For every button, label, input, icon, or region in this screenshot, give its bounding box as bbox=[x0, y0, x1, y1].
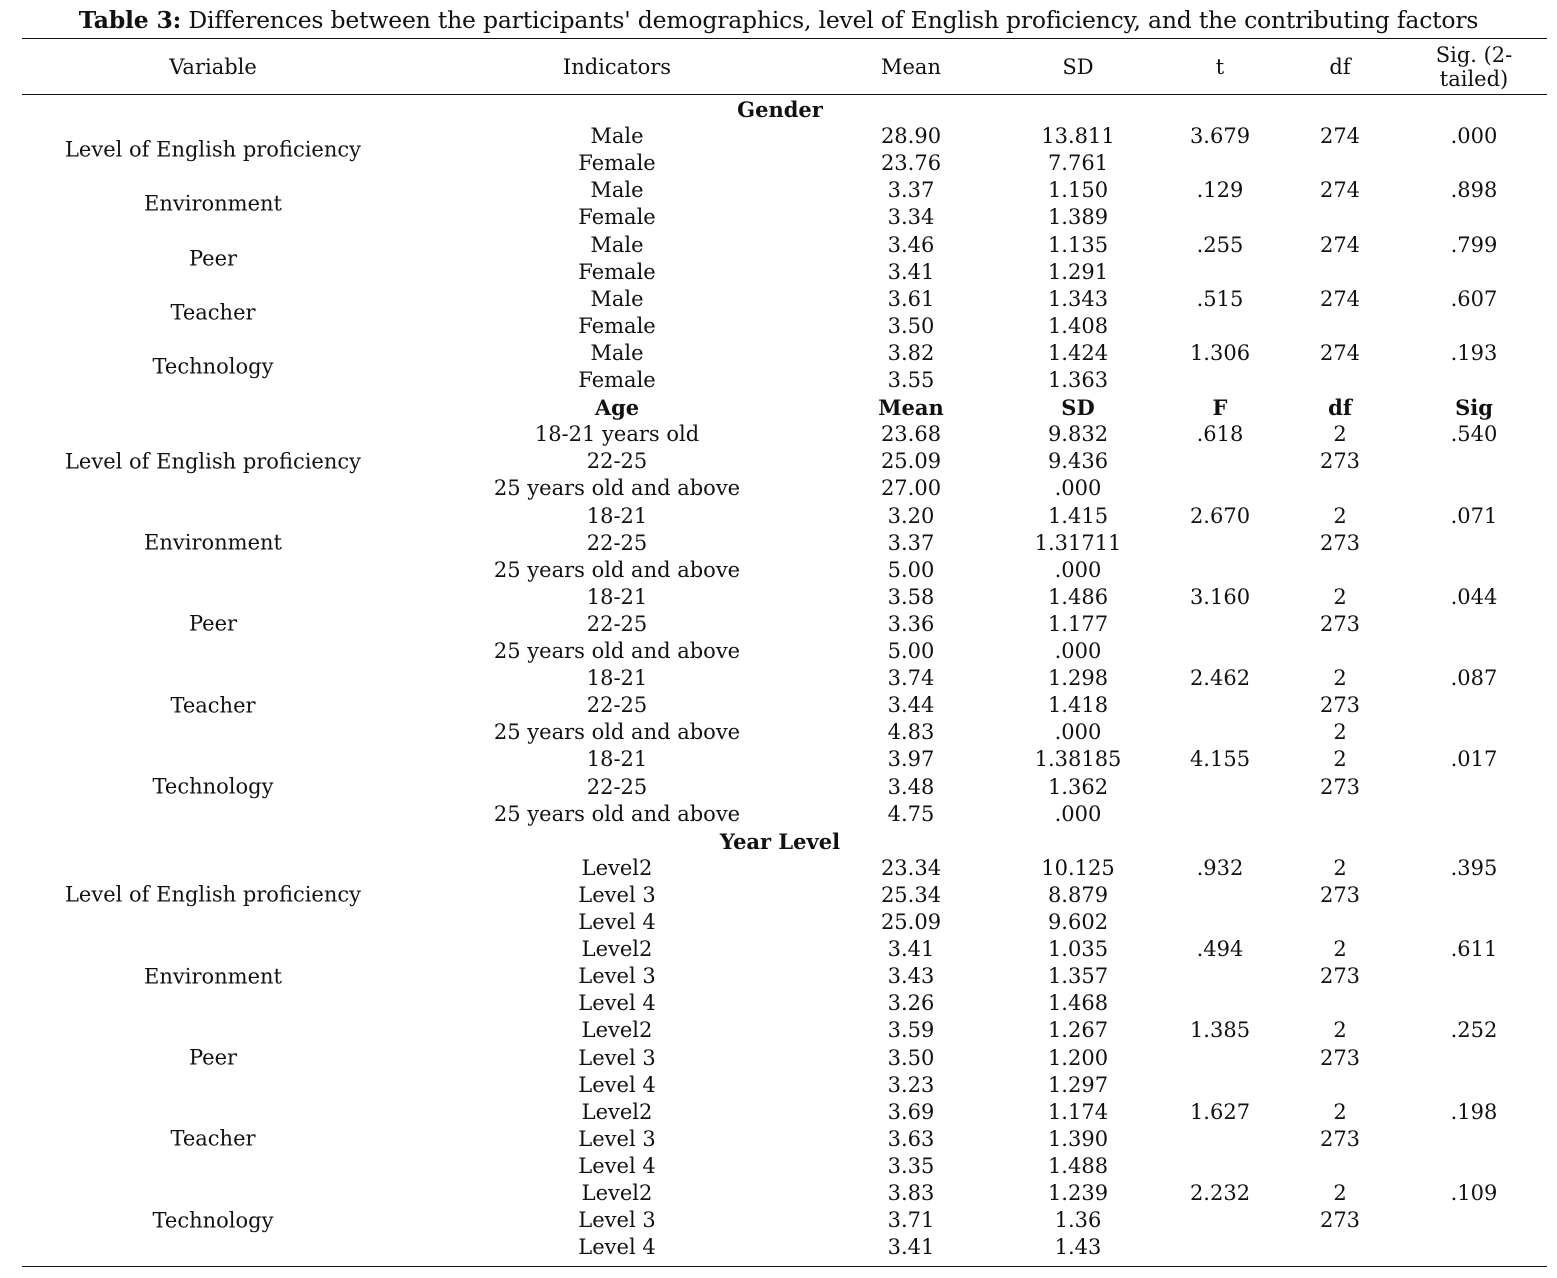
sig-cell: .109 bbox=[1450, 1181, 1498, 1205]
mean-cell: 3.48 bbox=[887, 774, 935, 799]
indicator-cell: 22-25 bbox=[586, 611, 648, 636]
indicator-cell: Level2 bbox=[581, 1018, 653, 1043]
indicator-cell: Level 3 bbox=[578, 882, 656, 907]
bottom-rule bbox=[22, 1266, 1547, 1267]
stat-cell: 2.670 bbox=[1189, 503, 1251, 528]
stat-cell: 4.155 bbox=[1189, 747, 1251, 772]
df-cell: 2 bbox=[1333, 937, 1347, 962]
df-cell: 273 bbox=[1319, 530, 1361, 555]
mean-cell: 3.37 bbox=[887, 530, 935, 555]
df-cell: 273 bbox=[1319, 611, 1361, 636]
indicator-cell: Level 4 bbox=[578, 1235, 656, 1260]
indicator-cell: Female bbox=[578, 151, 656, 176]
stat-cell: 3.679 bbox=[1189, 124, 1251, 149]
variable-cell: Technology bbox=[152, 1208, 274, 1233]
sd-cell: 1.390 bbox=[1047, 1126, 1109, 1151]
indicator-cell: 25 years old and above bbox=[493, 557, 741, 582]
sig-cell: .071 bbox=[1450, 503, 1498, 528]
sd-cell: 1.291 bbox=[1047, 259, 1109, 284]
df-cell: 273 bbox=[1319, 774, 1361, 799]
sd-cell: 1.486 bbox=[1047, 584, 1109, 609]
stat-cell: .618 bbox=[1196, 422, 1244, 447]
mean-cell: 3.61 bbox=[887, 286, 935, 311]
mean-cell: 3.74 bbox=[887, 666, 935, 691]
sd-cell: 10.125 bbox=[1041, 855, 1115, 880]
variable-cell: Peer bbox=[188, 246, 238, 271]
indicator-cell: 22-25 bbox=[586, 449, 648, 474]
sd-cell: 1.174 bbox=[1047, 1099, 1109, 1124]
mean-cell: 3.34 bbox=[887, 205, 935, 230]
df-cell: 2 bbox=[1333, 584, 1347, 609]
sd-cell: 1.200 bbox=[1047, 1045, 1109, 1070]
mean-cell: 3.36 bbox=[887, 611, 935, 636]
stat-cell: .515 bbox=[1196, 286, 1244, 311]
df-cell: 273 bbox=[1319, 1045, 1361, 1070]
variable-cell: Technology bbox=[152, 774, 274, 799]
mean-cell: 3.63 bbox=[887, 1126, 935, 1151]
sd-cell: 1.135 bbox=[1047, 232, 1109, 257]
mean-cell: 3.50 bbox=[887, 1045, 935, 1070]
sd-cell: 1.488 bbox=[1047, 1153, 1109, 1178]
stat-cell: 3.160 bbox=[1189, 584, 1251, 609]
sd-cell: 1.357 bbox=[1047, 964, 1109, 989]
variable-cell: Level of English proficiency bbox=[64, 449, 362, 474]
df-cell: 2 bbox=[1333, 720, 1347, 745]
indicator-cell: Level 4 bbox=[578, 1153, 656, 1178]
mean-cell: 3.43 bbox=[887, 964, 935, 989]
sig-cell: .000 bbox=[1450, 124, 1498, 149]
sd-cell: .000 bbox=[1054, 801, 1102, 826]
sd-cell: 9.602 bbox=[1047, 910, 1109, 934]
indicator-cell: Female bbox=[578, 205, 656, 230]
indicator-cell: 18-21 bbox=[586, 584, 648, 609]
mean-cell: 4.83 bbox=[887, 720, 935, 745]
sd-cell: 1.408 bbox=[1047, 313, 1109, 338]
variable-cell: Environment bbox=[144, 530, 282, 555]
mean-cell: 25.09 bbox=[880, 449, 942, 474]
df-cell: 274 bbox=[1319, 232, 1361, 257]
sig-cell: .898 bbox=[1450, 178, 1498, 203]
mean-cell: 3.83 bbox=[887, 1181, 935, 1205]
mean-cell: 3.37 bbox=[887, 178, 935, 203]
df-cell: 273 bbox=[1319, 1126, 1361, 1151]
indicator-cell: 25 years old and above bbox=[493, 801, 741, 826]
sd-cell: 7.761 bbox=[1047, 151, 1109, 176]
indicator-cell: Male bbox=[590, 340, 644, 365]
mean-cell: 23.76 bbox=[880, 151, 942, 176]
stat-cell: 1.627 bbox=[1189, 1099, 1251, 1124]
indicator-cell: 25 years old and above bbox=[493, 476, 741, 501]
header-df: df bbox=[1329, 55, 1351, 79]
variable-cell: Environment bbox=[144, 191, 282, 216]
header-variable: Variable bbox=[169, 55, 257, 79]
sd-cell: 1.36 bbox=[1054, 1208, 1102, 1233]
sig-cell: .799 bbox=[1450, 232, 1498, 257]
indicator-cell: 18-21 bbox=[586, 666, 648, 691]
df-cell: 274 bbox=[1319, 178, 1361, 203]
variable-cell: Teacher bbox=[170, 693, 256, 718]
header-t: t bbox=[1215, 55, 1225, 79]
sig-cell: .540 bbox=[1450, 422, 1498, 447]
df-cell: 2 bbox=[1333, 1018, 1347, 1043]
stat-cell: .255 bbox=[1196, 232, 1244, 257]
indicator-cell: Level 4 bbox=[578, 1072, 656, 1097]
sd-cell: 1.267 bbox=[1047, 1018, 1109, 1043]
mean-cell: 3.97 bbox=[887, 747, 935, 772]
df-cell: 274 bbox=[1319, 124, 1361, 149]
df-cell: 274 bbox=[1319, 340, 1361, 365]
stat-cell: 2.462 bbox=[1189, 666, 1251, 691]
indicator-cell: 22-25 bbox=[586, 530, 648, 555]
sd-cell: 1.43 bbox=[1054, 1235, 1102, 1260]
header-indicators: Indicators bbox=[562, 55, 672, 79]
indicator-cell: Level2 bbox=[581, 855, 653, 880]
sd-cell: 1.150 bbox=[1047, 178, 1109, 203]
variable-cell: Level of English proficiency bbox=[64, 137, 362, 162]
table-title bbox=[0, 6, 1557, 34]
mean-cell: 5.00 bbox=[887, 639, 935, 663]
mean-cell: 3.69 bbox=[887, 1099, 935, 1124]
indicator-cell: Level2 bbox=[581, 937, 653, 962]
subheader-mean: Mean bbox=[878, 395, 944, 421]
header-rule bbox=[22, 94, 1547, 95]
indicator-cell: Level 4 bbox=[578, 991, 656, 1016]
indicator-cell: Level2 bbox=[581, 1099, 653, 1124]
subheader-df: df bbox=[1328, 395, 1352, 421]
df-cell: 273 bbox=[1319, 693, 1361, 718]
mean-cell: 3.55 bbox=[887, 368, 935, 392]
subheader-stat: F bbox=[1212, 395, 1228, 421]
subheader-indicator: Age bbox=[594, 395, 640, 421]
indicator-cell: 18-21 bbox=[586, 503, 648, 528]
table-caption: Differences between the participants' demographics, level of English proficiency, and the contributing factors bbox=[181, 6, 1479, 34]
sd-cell: 1.298 bbox=[1047, 666, 1109, 691]
stat-cell: .129 bbox=[1196, 178, 1244, 203]
variable-cell: Technology bbox=[152, 354, 274, 379]
sd-cell: 1.468 bbox=[1047, 991, 1109, 1016]
sd-cell: 9.436 bbox=[1047, 449, 1109, 474]
mean-cell: 3.82 bbox=[887, 340, 935, 365]
mean-cell: 3.59 bbox=[887, 1018, 935, 1043]
indicator-cell: Female bbox=[578, 259, 656, 284]
sd-cell: .000 bbox=[1054, 720, 1102, 745]
mean-cell: 3.58 bbox=[887, 584, 935, 609]
sd-cell: 1.035 bbox=[1047, 937, 1109, 962]
indicator-cell: Male bbox=[590, 124, 644, 149]
mean-cell: 28.90 bbox=[880, 124, 942, 149]
stat-cell: 1.385 bbox=[1189, 1018, 1251, 1043]
mean-cell: 23.34 bbox=[880, 855, 942, 880]
sd-cell: 8.879 bbox=[1047, 882, 1109, 907]
sd-cell: 1.363 bbox=[1047, 368, 1109, 392]
mean-cell: 3.35 bbox=[887, 1153, 935, 1178]
stat-cell: 2.232 bbox=[1189, 1181, 1251, 1205]
df-cell: 2 bbox=[1333, 747, 1347, 772]
sig-cell: .252 bbox=[1450, 1018, 1498, 1043]
mean-cell: 3.23 bbox=[887, 1072, 935, 1097]
variable-cell: Peer bbox=[188, 611, 238, 636]
stat-cell: .932 bbox=[1196, 855, 1244, 880]
sig-cell: .611 bbox=[1450, 937, 1498, 962]
sd-cell: 1.362 bbox=[1047, 774, 1109, 799]
indicator-cell: Level 3 bbox=[578, 1045, 656, 1070]
sd-cell: 9.832 bbox=[1047, 422, 1109, 447]
section-heading: Gender bbox=[737, 97, 823, 122]
df-cell: 273 bbox=[1319, 449, 1361, 474]
indicator-cell: Level 3 bbox=[578, 1126, 656, 1151]
indicator-cell: 22-25 bbox=[586, 693, 648, 718]
variable-cell: Teacher bbox=[170, 300, 256, 325]
mean-cell: 3.41 bbox=[887, 1235, 935, 1260]
mean-cell: 4.75 bbox=[887, 801, 935, 826]
sd-cell: 1.297 bbox=[1047, 1072, 1109, 1097]
mean-cell: 25.09 bbox=[880, 910, 942, 934]
sd-cell: .000 bbox=[1054, 639, 1102, 663]
sd-cell: 1.177 bbox=[1047, 611, 1109, 636]
sd-cell: 1.424 bbox=[1047, 340, 1109, 365]
section-heading: Year Level bbox=[719, 828, 841, 854]
mean-cell: 3.41 bbox=[887, 937, 935, 962]
df-cell: 2 bbox=[1333, 855, 1347, 880]
sd-cell: 1.343 bbox=[1047, 286, 1109, 311]
indicator-cell: 22-25 bbox=[586, 774, 648, 799]
indicator-cell: 25 years old and above bbox=[493, 720, 741, 745]
header-sd: SD bbox=[1062, 55, 1094, 79]
sig-cell: .044 bbox=[1450, 584, 1498, 609]
sd-cell: 1.31711 bbox=[1034, 530, 1122, 555]
subheader-sig: Sig bbox=[1455, 395, 1493, 421]
variable-cell: Level of English proficiency bbox=[64, 882, 362, 907]
variable-cell: Peer bbox=[188, 1045, 238, 1070]
mean-cell: 25.34 bbox=[880, 882, 942, 907]
indicator-cell: 25 years old and above bbox=[493, 639, 741, 663]
sd-cell: 1.38185 bbox=[1034, 747, 1122, 772]
mean-cell: 3.20 bbox=[887, 503, 935, 528]
sd-cell: 1.389 bbox=[1047, 205, 1109, 230]
mean-cell: 23.68 bbox=[880, 422, 942, 447]
indicator-cell: Male bbox=[590, 232, 644, 257]
mean-cell: 27.00 bbox=[880, 476, 942, 501]
sd-cell: 13.811 bbox=[1041, 124, 1115, 149]
mean-cell: 3.46 bbox=[887, 232, 935, 257]
sd-cell: .000 bbox=[1054, 557, 1102, 582]
df-cell: 273 bbox=[1319, 1208, 1361, 1233]
df-cell: 2 bbox=[1333, 666, 1347, 691]
indicator-cell: Level 4 bbox=[578, 910, 656, 934]
sig-cell: .017 bbox=[1450, 747, 1498, 772]
mean-cell: 3.26 bbox=[887, 991, 935, 1016]
indicator-cell: 18-21 bbox=[586, 747, 648, 772]
top-rule bbox=[22, 38, 1547, 39]
mean-cell: 3.44 bbox=[887, 693, 935, 718]
df-cell: 2 bbox=[1333, 1181, 1347, 1205]
sd-cell: .000 bbox=[1054, 476, 1102, 501]
table-label: Table 3: bbox=[78, 6, 182, 34]
df-cell: 2 bbox=[1333, 422, 1347, 447]
indicator-cell: Male bbox=[590, 286, 644, 311]
sig-cell: .193 bbox=[1450, 340, 1498, 365]
indicator-cell: Female bbox=[578, 368, 656, 392]
mean-cell: 5.00 bbox=[887, 557, 935, 582]
subheader-sd: SD bbox=[1061, 395, 1095, 421]
sd-cell: 1.418 bbox=[1047, 693, 1109, 718]
stat-cell: 1.306 bbox=[1189, 340, 1251, 365]
indicator-cell: 18-21 years old bbox=[534, 422, 700, 447]
df-cell: 2 bbox=[1333, 1099, 1347, 1124]
df-cell: 2 bbox=[1333, 503, 1347, 528]
sd-cell: 1.415 bbox=[1047, 503, 1109, 528]
mean-cell: 3.71 bbox=[887, 1208, 935, 1233]
mean-cell: 3.41 bbox=[887, 259, 935, 284]
sd-cell: 1.239 bbox=[1047, 1181, 1109, 1205]
header-mean: Mean bbox=[881, 55, 941, 79]
stat-cell: .494 bbox=[1196, 937, 1244, 962]
header-sig: Sig. (2-tailed) bbox=[1435, 43, 1513, 91]
df-cell: 273 bbox=[1319, 882, 1361, 907]
indicator-cell: Female bbox=[578, 313, 656, 338]
sig-cell: .198 bbox=[1450, 1099, 1498, 1124]
variable-cell: Teacher bbox=[170, 1126, 256, 1151]
sig-cell: .395 bbox=[1450, 855, 1498, 880]
sig-cell: .607 bbox=[1450, 286, 1498, 311]
indicator-cell: Level 3 bbox=[578, 1208, 656, 1233]
df-cell: 274 bbox=[1319, 286, 1361, 311]
indicator-cell: Level2 bbox=[581, 1181, 653, 1205]
sig-cell: .087 bbox=[1450, 666, 1498, 691]
df-cell: 273 bbox=[1319, 964, 1361, 989]
indicator-cell: Level 3 bbox=[578, 964, 656, 989]
indicator-cell: Male bbox=[590, 178, 644, 203]
variable-cell: Environment bbox=[144, 964, 282, 989]
mean-cell: 3.50 bbox=[887, 313, 935, 338]
